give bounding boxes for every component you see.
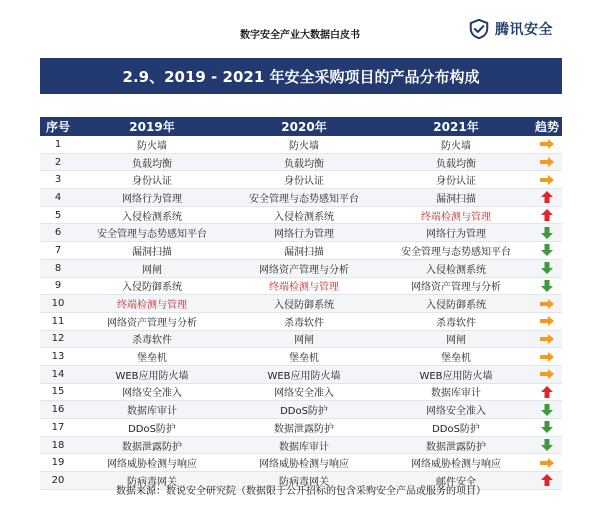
- row-number: 15: [40, 383, 76, 401]
- cell-2020: 入侵检测系统: [228, 206, 380, 224]
- trend-cell: [532, 330, 562, 348]
- cell-2020: 数据泄露防护: [228, 419, 380, 437]
- table-row: [40, 365, 562, 383]
- arrow-up-icon: [541, 191, 553, 203]
- arrow-right-icon: [539, 298, 555, 310]
- cell-2021: 网闸: [380, 330, 532, 348]
- cell-2021: 防火墙: [380, 136, 532, 153]
- cell-2019: 堡垒机: [76, 348, 228, 366]
- row-number: 9: [40, 277, 76, 295]
- arrow-right-icon: [539, 457, 555, 469]
- row-number: 12: [40, 330, 76, 348]
- row-number: 19: [40, 454, 76, 472]
- arrow-right-icon: [539, 351, 555, 363]
- header-2020: 2020年: [228, 117, 380, 136]
- cell-2020: 网闸: [228, 330, 380, 348]
- table-row: [40, 277, 562, 295]
- cell-2019: 数据泄露防护: [76, 436, 228, 454]
- cell-2021: 安全管理与态势感知平台: [380, 242, 532, 260]
- cell-2021: 数据泄露防护: [380, 436, 532, 454]
- cell-2019: 终端检测与管理: [76, 295, 228, 313]
- table-row: [40, 436, 562, 454]
- section-banner: [40, 58, 562, 94]
- cell-2020: 安全管理与态势感知平台: [228, 189, 380, 207]
- trend-cell: [532, 171, 562, 189]
- table-row: [40, 383, 562, 401]
- cell-2019: 网闸: [76, 259, 228, 277]
- cell-2021: 杀毒软件: [380, 312, 532, 330]
- arrow-up-icon: [541, 386, 553, 398]
- cell-2021: 漏洞扫描: [380, 189, 532, 207]
- trend-cell: [532, 419, 562, 437]
- row-number: 8: [40, 259, 76, 277]
- trend-cell: [532, 436, 562, 454]
- cell-2019: 漏洞扫描: [76, 242, 228, 260]
- row-number: 3: [40, 171, 76, 189]
- arrow-right-icon: [539, 333, 555, 345]
- cell-2020: 负载均衡: [228, 153, 380, 171]
- trend-cell: [532, 153, 562, 171]
- cell-2019: 入侵防御系统: [76, 277, 228, 295]
- table-row: [40, 259, 562, 277]
- table-row: [40, 242, 562, 260]
- cell-2021: DDoS防护: [380, 419, 532, 437]
- cell-2020: 身份认证: [228, 171, 380, 189]
- cell-2021: 网络威胁检测与响应: [380, 454, 532, 472]
- arrow-down-icon: [541, 227, 553, 239]
- cell-2021: 数据库审计: [380, 383, 532, 401]
- cell-2020: 防火墙: [228, 136, 380, 153]
- cell-2021: 邮件安全: [380, 472, 532, 490]
- trend-cell: [532, 312, 562, 330]
- cell-2020: 网络行为管理: [228, 224, 380, 242]
- cell-2019: 身份认证: [76, 171, 228, 189]
- table-header-row: [40, 117, 562, 136]
- trend-cell: [532, 401, 562, 419]
- table-row: [40, 224, 562, 242]
- brand-logo: [468, 18, 553, 40]
- cell-2019: 防火墙: [76, 136, 228, 153]
- product-distribution-table: [40, 117, 562, 490]
- arrow-down-icon: [541, 244, 553, 256]
- arrow-down-icon: [541, 421, 553, 433]
- cell-2021: 堡垒机: [380, 348, 532, 366]
- cell-2019: 数据库审计: [76, 401, 228, 419]
- cell-2020: DDoS防护: [228, 401, 380, 419]
- cell-2019: WEB应用防火墙: [76, 365, 228, 383]
- cell-2020: 网络安全准入: [228, 383, 380, 401]
- row-number: 5: [40, 206, 76, 224]
- arrow-up-icon: [541, 209, 553, 221]
- row-number: 14: [40, 365, 76, 383]
- cell-2019: 网络行为管理: [76, 189, 228, 207]
- row-number: 20: [40, 472, 76, 490]
- cell-2019: 防病毒网关: [76, 472, 228, 490]
- trend-cell: [532, 295, 562, 313]
- arrow-down-icon: [541, 404, 553, 416]
- table-row: [40, 330, 562, 348]
- cell-2020: 网络资产管理与分析: [228, 259, 380, 277]
- cell-2019: 负载均衡: [76, 153, 228, 171]
- row-number: 6: [40, 224, 76, 242]
- cell-2019: 入侵检测系统: [76, 206, 228, 224]
- trend-cell: [532, 189, 562, 207]
- brand-name: 腾讯安全: [495, 22, 553, 38]
- cell-2020: 入侵防御系统: [228, 295, 380, 313]
- row-number: 16: [40, 401, 76, 419]
- table-row: [40, 189, 562, 207]
- cell-2020: 漏洞扫描: [228, 242, 380, 260]
- shield-check-icon: [468, 18, 490, 40]
- row-number: 7: [40, 242, 76, 260]
- table-body: [40, 136, 562, 489]
- cell-2021: 负载均衡: [380, 153, 532, 171]
- row-number: 4: [40, 189, 76, 207]
- trend-cell: [532, 206, 562, 224]
- header-num: 序号: [40, 117, 76, 136]
- cell-2020: 网络威胁检测与响应: [228, 454, 380, 472]
- arrow-right-icon: [539, 174, 555, 186]
- table-row: [40, 153, 562, 171]
- cell-2019: 网络安全准入: [76, 383, 228, 401]
- cell-2021: 网络行为管理: [380, 224, 532, 242]
- arrow-down-icon: [541, 280, 553, 292]
- arrow-right-icon: [539, 156, 555, 168]
- cell-2021: WEB应用防火墙: [380, 365, 532, 383]
- cell-2020: WEB应用防火墙: [228, 365, 380, 383]
- cell-2020: 杀毒软件: [228, 312, 380, 330]
- row-number: 13: [40, 348, 76, 366]
- cell-2019: 安全管理与态势感知平台: [76, 224, 228, 242]
- table-row: [40, 295, 562, 313]
- cell-2021: 终端检测与管理: [380, 206, 532, 224]
- cell-2021: 入侵防御系统: [380, 295, 532, 313]
- table-row: [40, 136, 562, 153]
- table-row: [40, 171, 562, 189]
- trend-cell: [532, 365, 562, 383]
- arrow-right-icon: [539, 368, 555, 380]
- row-number: 18: [40, 436, 76, 454]
- table-row: [40, 348, 562, 366]
- cell-2021: 入侵检测系统: [380, 259, 532, 277]
- cell-2020: 防病毒网关: [228, 472, 380, 490]
- row-number: 11: [40, 312, 76, 330]
- header-trend: 趋势: [532, 117, 562, 136]
- table-row: [40, 401, 562, 419]
- row-number: 1: [40, 136, 76, 153]
- trend-cell: [532, 383, 562, 401]
- cell-2019: 网络资产管理与分析: [76, 312, 228, 330]
- trend-cell: [532, 277, 562, 295]
- trend-cell: [532, 136, 562, 153]
- arrow-down-icon: [541, 262, 553, 274]
- table-row: [40, 206, 562, 224]
- cell-2019: 网络威胁检测与响应: [76, 454, 228, 472]
- arrow-down-icon: [541, 439, 553, 451]
- table-row: [40, 419, 562, 437]
- trend-cell: [532, 242, 562, 260]
- trend-cell: [532, 224, 562, 242]
- row-number: 2: [40, 153, 76, 171]
- arrow-right-icon: [539, 315, 555, 327]
- section-title: 2.9、2019 - 2021 年安全采购项目的产品分布构成: [122, 67, 480, 86]
- document-title: 数字安全产业大数据白皮书: [240, 30, 360, 41]
- trend-cell: [532, 259, 562, 277]
- table-row: [40, 312, 562, 330]
- cell-2021: 网络资产管理与分析: [380, 277, 532, 295]
- cell-2021: 网络安全准入: [380, 401, 532, 419]
- cell-2019: 杀毒软件: [76, 330, 228, 348]
- source-note: 数据来源：数说安全研究院（数据限于公开招标的包含采购安全产品或服务的项目）: [116, 486, 486, 497]
- arrow-right-icon: [539, 138, 555, 150]
- table-row: [40, 454, 562, 472]
- cell-2019: DDoS防护: [76, 419, 228, 437]
- cell-2020: 堡垒机: [228, 348, 380, 366]
- row-number: 10: [40, 295, 76, 313]
- row-number: 17: [40, 419, 76, 437]
- header-2021: 2021年: [380, 117, 532, 136]
- cell-2020: 数据库审计: [228, 436, 380, 454]
- trend-cell: [532, 454, 562, 472]
- trend-cell: [532, 348, 562, 366]
- cell-2020: 终端检测与管理: [228, 277, 380, 295]
- header-2019: 2019年: [76, 117, 228, 136]
- cell-2021: 身份认证: [380, 171, 532, 189]
